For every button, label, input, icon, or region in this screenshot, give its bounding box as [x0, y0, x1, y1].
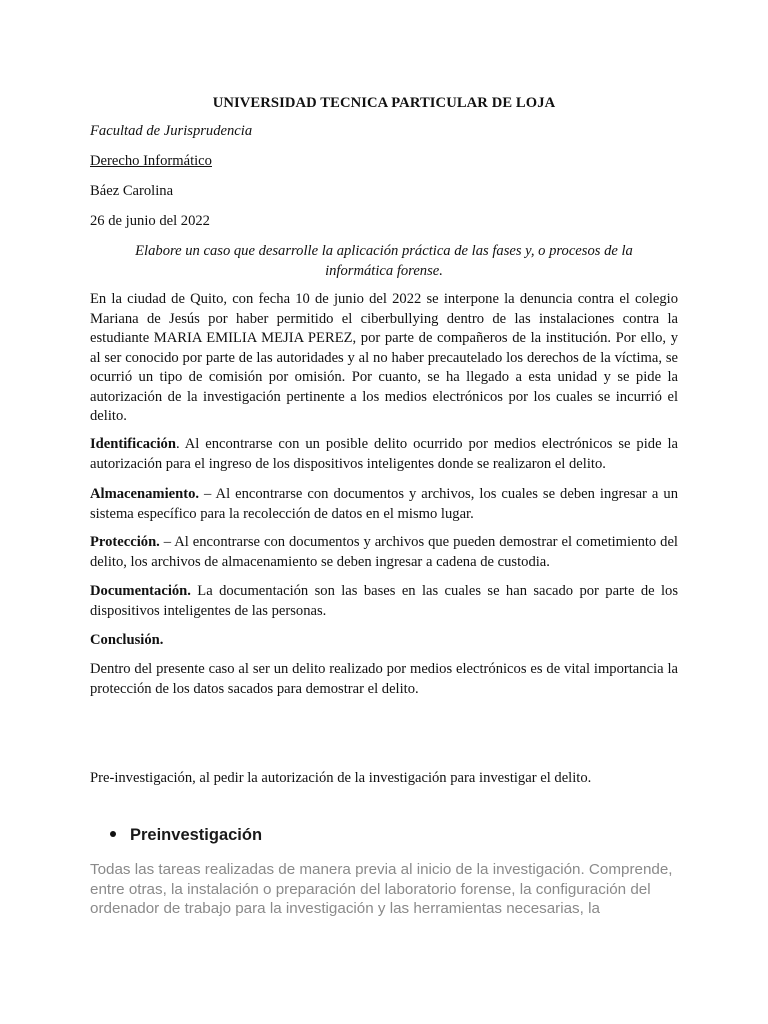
- identification-paragraph: [90, 435, 678, 474]
- course-line: Derecho Informático: [90, 153, 212, 169]
- date-line: 26 de junio del 2022: [90, 213, 210, 229]
- bullet-heading: Preinvestigación: [130, 826, 263, 844]
- assignment-prompt: Elabore un caso que desarrolle la aplicación práctica de las fases y, o procesos de la informática forense.: [135, 243, 633, 279]
- protection-heading: Protección.: [90, 534, 160, 550]
- bullet-dot-icon: [110, 831, 116, 837]
- protection-text: – Al encontrarse con documentos y archivos que pueden demostrar el cometimiento del delito, los archivos de almacenamiento se deben ingresar a cadena de custodia.: [90, 534, 678, 570]
- documentation-heading: Documentación.: [90, 583, 191, 599]
- author-line: Báez Carolina: [90, 183, 174, 199]
- intro-paragraph: En la ciudad de Quito, con fecha 10 de junio del 2022 se interpone la denuncia contra el colegio Mariana de Jesús por haber permitido el ciberbullying dentro de las instalaciones contra la estudiante MARIA EMILIA MEJIA PEREZ, por parte de compañeros de la institución. Por ello, y al ser conocido por parte de las autoridades y al no haber precautelado los derechos de la víctima, se ocurrió un tipo de comisión por omisión. Por cuanto, se ha llegado a esta unidad y se pide la autorización de la investigación pertinente a los medios electrónicos por los cuales se incurrió el delito.: [90, 291, 678, 424]
- university-title: UNIVERSIDAD TECNICA PARTICULAR DE LOJA: [212, 95, 556, 111]
- identification-text: . Al encontrarse con un posible delito ocurrido por medios electrónicos se pide la autorización para el ingreso de los dispositivos inteligentes donde se realizaron el delito.: [90, 436, 678, 472]
- pre-investigation-line: Pre-investigación, al pedir la autorización de la investigación para investigar el delito.: [90, 770, 592, 786]
- storage-text: – Al encontrarse con documentos y archivos, los cuales se deben ingresar a un sistema específico para la recolección de datos en el mismo lugar.: [90, 486, 678, 522]
- documentation-paragraph: [90, 582, 678, 621]
- identification-heading: Identificación: [90, 436, 176, 452]
- bullet-item: [110, 826, 262, 845]
- conclusion-heading: Conclusión.: [90, 632, 164, 648]
- storage-paragraph: [90, 485, 678, 524]
- quoted-definition: Todas las tareas realizadas de manera previa al inicio de la investigación. Comprende, entre otras, la instalación o preparación del laboratorio forense, la configuración del ordenador de trabajo para la investigación y las herramientas necesarias, la: [90, 861, 673, 917]
- conclusion-paragraph: Dentro del presente caso al ser un delito realizado por medios electrónicos es de vital importancia la protección de los datos sacados para demostrar el delito.: [90, 661, 678, 697]
- faculty-line: Facultad de Jurisprudencia: [90, 123, 253, 139]
- storage-heading: Almacenamiento.: [90, 486, 200, 502]
- documentation-text: La documentación son las bases en las cuales se han sacado por parte de los dispositivos inteligentes de las personas.: [90, 583, 678, 619]
- protection-paragraph: [90, 533, 678, 572]
